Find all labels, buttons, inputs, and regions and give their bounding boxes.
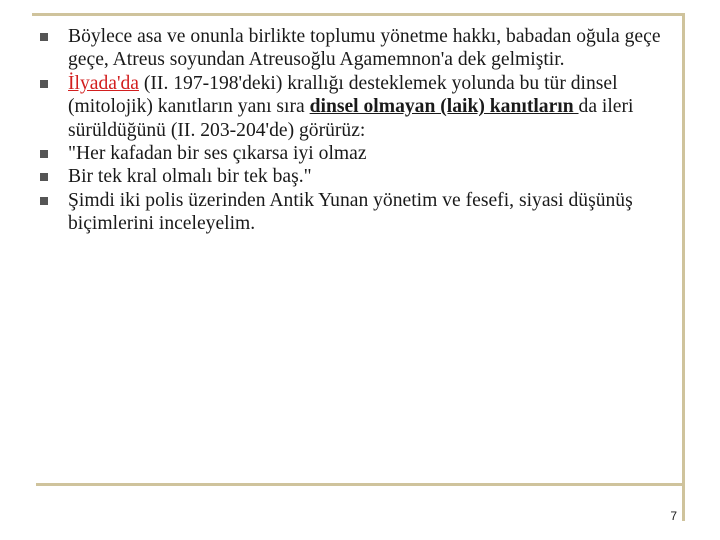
bullet-text: da ileri sürüldüğünü (II. 203-204'de) görürüz:: [68, 96, 634, 141]
bullet-text: Bir tek kral olmalı bir tek baş.": [68, 166, 312, 188]
bullet-item: [40, 165, 675, 188]
frame-top-line: [32, 13, 685, 16]
bullet-text: (II. 197-198'deki) krallığı desteklemek yolunda bu tür dinsel (mitolojik) kanıtların yanı sıra: [68, 72, 618, 118]
square-bullet-icon: [40, 173, 48, 181]
emphasized-text: dinsel olmayan (laik) kanıtların: [309, 96, 579, 118]
frame-right-line: [682, 13, 685, 521]
bullet-item: [40, 72, 675, 142]
bullet-item: [40, 189, 675, 236]
bullet-item: [40, 25, 675, 72]
square-bullet-icon: [40, 80, 48, 88]
bullet-text: Şimdi iki polis üzerinden Antik Yunan yönetim ve fesefi, siyasi düşünüş biçimlerini inceleyelim.: [68, 189, 633, 235]
bullet-text: "Her kafadan bir ses çıkarsa iyi olmaz: [68, 143, 367, 165]
page-number: 7: [670, 509, 677, 523]
bullet-list: [40, 25, 675, 236]
frame-bottom-line: [36, 483, 685, 486]
square-bullet-icon: [40, 197, 48, 205]
bullet-text: Böylece asa ve onunla birlikte toplumu yönetme hakkı, babadan oğula geçe geçe, Atreus soyundan Atreusoğlu Agamemnon'a dek gelmiştir.: [68, 26, 661, 71]
square-bullet-icon: [40, 33, 48, 41]
iliad-link[interactable]: İlyada'da: [68, 72, 139, 94]
square-bullet-icon: [40, 150, 48, 158]
bullet-item: [40, 142, 675, 165]
